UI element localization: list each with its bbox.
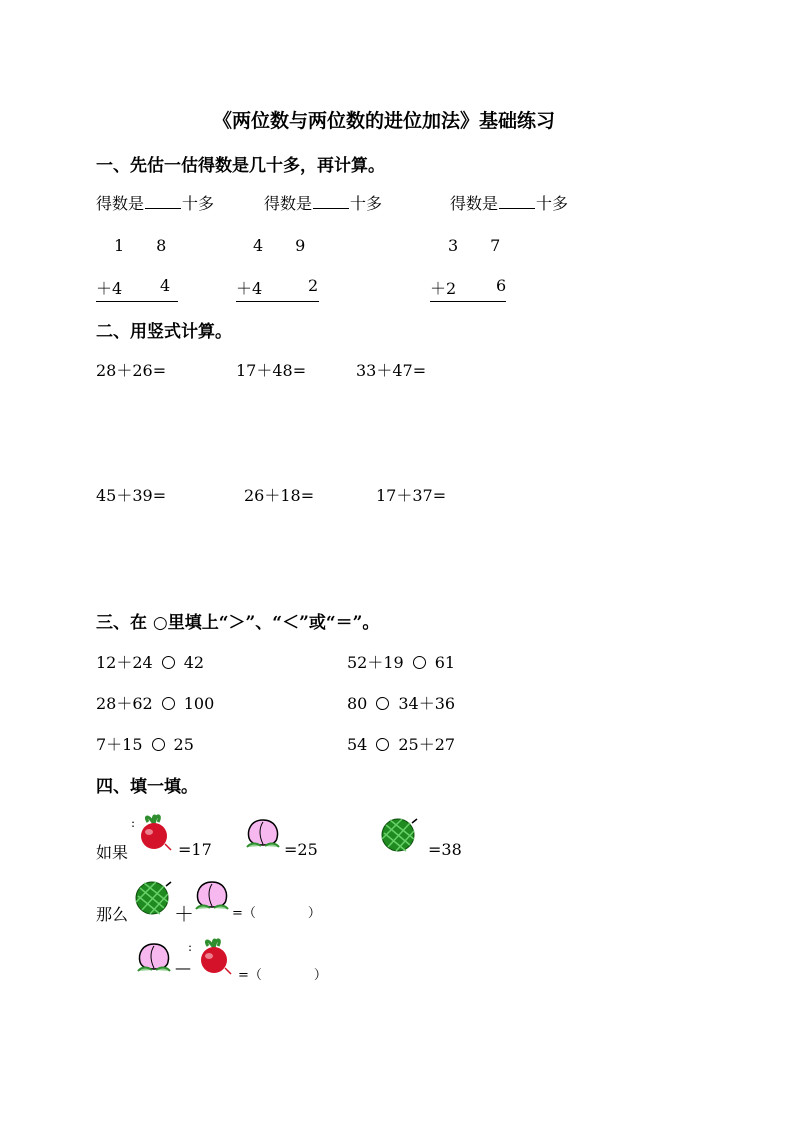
radish-value: =17 bbox=[178, 840, 212, 859]
estimate-prompt-3 bbox=[450, 191, 568, 214]
radish-icon bbox=[136, 812, 172, 852]
estimate-blank[interactable] bbox=[313, 192, 349, 209]
problem-1-top: 1 8 bbox=[114, 236, 167, 255]
estimate-suffix: 十多 bbox=[536, 194, 569, 213]
estimate-prefix: 得数是 bbox=[450, 194, 499, 213]
section2-heading: 二、用竖式计算。 bbox=[96, 322, 232, 342]
watermelon-icon bbox=[134, 878, 174, 916]
peach-icon bbox=[243, 814, 283, 850]
compare-left: 12＋24 bbox=[96, 653, 153, 672]
problem-digit: 4 bbox=[160, 276, 171, 295]
calc-problem: 33＋47= bbox=[356, 361, 427, 380]
peach-icon bbox=[192, 876, 232, 912]
section3-heading: 三、在 ○里填上“＞”、“＜”或“＝”。 bbox=[96, 613, 380, 633]
compare-right: 25＋27 bbox=[398, 735, 456, 754]
minus-sign: — bbox=[175, 958, 191, 977]
then-label: 那么 bbox=[96, 905, 129, 924]
estimate-suffix: 十多 bbox=[182, 194, 215, 213]
problem-3-top: 3 7 bbox=[448, 236, 501, 255]
peach-value: =25 bbox=[284, 840, 318, 859]
compare-right: 42 bbox=[183, 653, 205, 672]
problem-3-bottom bbox=[430, 276, 506, 302]
compare-item bbox=[347, 650, 455, 673]
problem-digit: 2 bbox=[308, 276, 319, 295]
estimate-prompt-1 bbox=[96, 191, 214, 214]
compare-right: 25 bbox=[173, 735, 194, 754]
calc-problem: 17＋48= bbox=[236, 361, 307, 380]
compare-left: 28＋62 bbox=[96, 694, 153, 713]
estimate-prefix: 得数是 bbox=[96, 194, 145, 213]
compare-right: 34＋36 bbox=[398, 694, 456, 713]
problem-2-top: 4 9 bbox=[253, 236, 306, 255]
estimate-suffix: 十多 bbox=[350, 194, 383, 213]
peach-icon bbox=[134, 938, 174, 974]
estimate-blank[interactable] bbox=[499, 192, 535, 209]
compare-item bbox=[96, 650, 204, 673]
compare-item bbox=[347, 732, 455, 755]
problem-digit: 6 bbox=[496, 276, 507, 295]
answer-blank-2[interactable]: =（ ） bbox=[238, 968, 327, 983]
answer-blank-1[interactable]: =（ ） bbox=[232, 906, 321, 921]
calc-problem: 17＋37= bbox=[376, 486, 447, 505]
problem-plus: ＋4 bbox=[96, 279, 123, 298]
estimate-blank[interactable] bbox=[145, 192, 181, 209]
section1-heading: 一、先估一估得数是几十多，再计算。 bbox=[96, 156, 385, 176]
compare-item bbox=[96, 732, 194, 755]
compare-right: 61 bbox=[434, 653, 456, 672]
watermelon-icon bbox=[380, 815, 420, 853]
problem-plus: ＋4 bbox=[236, 279, 263, 298]
compare-left: 52＋19 bbox=[347, 653, 404, 672]
watermelon-value: =38 bbox=[428, 840, 462, 859]
problem-1-bottom bbox=[96, 276, 178, 302]
if-label: 如果 bbox=[96, 843, 129, 862]
estimate-prompt-2 bbox=[264, 191, 382, 214]
compare-circle[interactable] bbox=[162, 697, 175, 710]
problem-2-bottom bbox=[236, 276, 319, 302]
compare-right: 100 bbox=[183, 694, 215, 713]
compare-item bbox=[347, 691, 455, 714]
compare-item bbox=[96, 691, 214, 714]
page-title: 《两位数与两位数的进位加法》基础练习 bbox=[213, 110, 556, 132]
compare-circle[interactable] bbox=[152, 738, 165, 751]
compare-left: 54 bbox=[347, 735, 368, 754]
problem-plus: ＋2 bbox=[430, 279, 457, 298]
compare-circle[interactable] bbox=[376, 697, 389, 710]
compare-left: 7＋15 bbox=[96, 735, 143, 754]
compare-circle[interactable] bbox=[162, 656, 175, 669]
calc-problem: 28＋26= bbox=[96, 361, 167, 380]
calc-problem: 45＋39= bbox=[96, 486, 167, 505]
colon-mark: : bbox=[131, 816, 136, 830]
compare-circle[interactable] bbox=[413, 656, 426, 669]
plus-sign: ＋ bbox=[174, 902, 194, 926]
colon-mark: : bbox=[188, 940, 193, 954]
section4-heading: 四、填一填。 bbox=[96, 777, 198, 797]
compare-circle[interactable] bbox=[376, 738, 389, 751]
estimate-prefix: 得数是 bbox=[264, 194, 313, 213]
calc-problem: 26＋18= bbox=[244, 486, 315, 505]
radish-icon bbox=[196, 936, 232, 976]
compare-left: 80 bbox=[347, 694, 368, 713]
